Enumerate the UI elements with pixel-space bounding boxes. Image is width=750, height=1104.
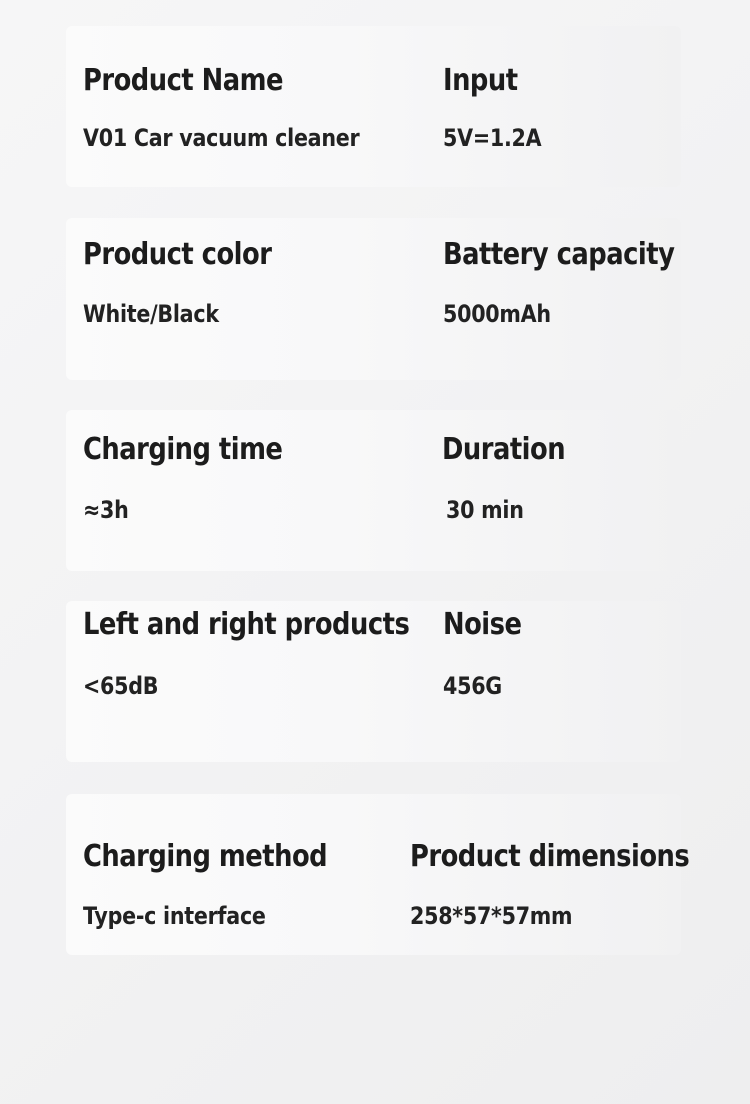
spec-label-charging-time: Charging time: [83, 432, 283, 467]
spec-value-charging-method: Type-c interface: [83, 902, 266, 930]
spec-value-battery-capacity: 5000mAh: [443, 300, 551, 328]
spec-value-charging-time: ≈3h: [83, 496, 129, 524]
spec-label-battery-capacity: Battery capacity: [443, 237, 675, 272]
spec-card-charging-method: [66, 794, 690, 955]
spec-card-left-right-products: [66, 601, 681, 762]
spec-value-product-color: White/Black: [83, 300, 219, 328]
spec-label-input: Input: [443, 63, 518, 98]
spec-card-product-name: [66, 26, 681, 187]
spec-label-duration: Duration: [442, 432, 566, 467]
spec-card-product-color: [66, 218, 681, 380]
spec-card-charging-time: [66, 410, 681, 571]
spec-value-product-dimensions: 258*57*57mm: [410, 902, 573, 930]
spec-label-product-name: Product Name: [83, 63, 284, 98]
spec-value-left-right-products: <65dB: [83, 672, 159, 700]
spec-label-noise: Noise: [443, 607, 522, 642]
spec-value-product-name: V01 Car vacuum cleaner: [83, 124, 360, 152]
spec-label-product-dimensions: Product dimensions: [410, 839, 690, 874]
spec-label-left-right-products: Left and right products: [83, 607, 410, 642]
spec-value-noise: 456G: [443, 672, 503, 700]
spec-label-product-color: Product color: [83, 237, 272, 272]
spec-value-duration: 30 min: [446, 496, 524, 524]
spec-value-input: 5V=1.2A: [443, 124, 542, 152]
spec-label-charging-method: Charging method: [83, 839, 328, 874]
